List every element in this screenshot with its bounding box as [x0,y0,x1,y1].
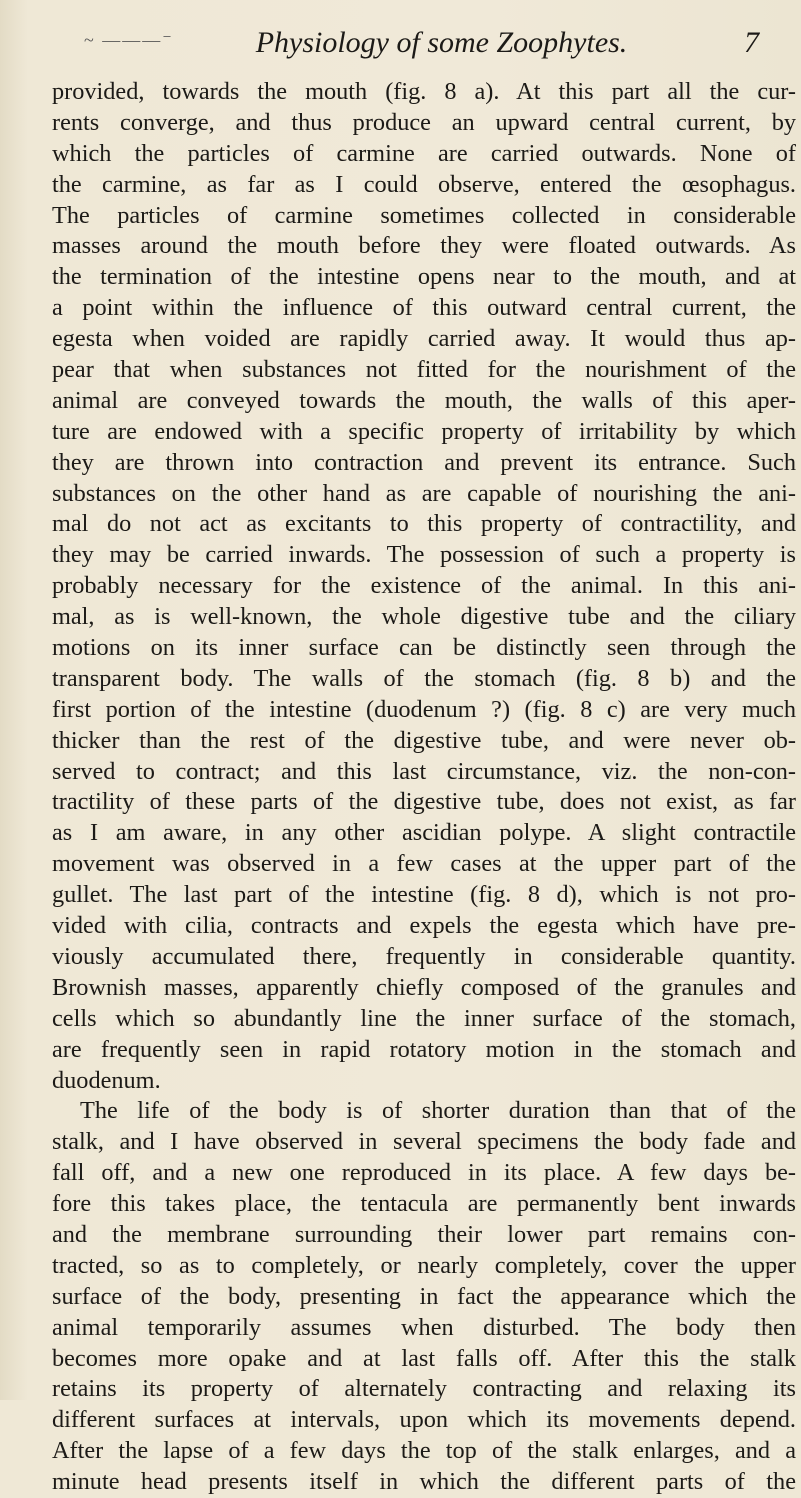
text-line: The life of the body is of shorter duration than that of the [80,1097,796,1125]
text-line: becomes more opake and at last falls off. After this the stalk [52,1344,796,1372]
text-line: animal temporarily assumes when disturbed. The body then [52,1313,796,1341]
text-line: motions on its inner surface can be distinctly seen through the [52,634,796,662]
text-line: fore this takes place, the tentacula are permanently bent inwards [52,1190,796,1218]
text-line: stalk, and I have observed in several specimens the body fade and [52,1128,796,1156]
text-line: different surfaces at intervals, upon which its movements depend. [52,1406,796,1434]
page-number: 7 [744,26,759,59]
text-line: they are thrown into contraction and prevent its entrance. Such [52,448,796,476]
text-line: Brownish masses, apparently chiefly composed of the granules and [52,973,796,1001]
text-line: they may be carried inwards. The possession of such a property is [52,541,796,569]
text-line: animal are conveyed towards the mouth, the walls of this aper- [52,386,796,414]
text-line: egesta when voided are rapidly carried away. It would thus ap- [52,325,796,353]
text-line: mal do not act as excitants to this property of contractility, and [52,510,796,538]
text-line: mal, as is well-known, the whole digestive tube and the ciliary [52,603,796,631]
text-line: After the lapse of a few days the top of the stalk enlarges, and a [52,1437,796,1465]
text-line: pear that when substances not fitted for the nourishment of the [52,356,796,384]
text-line: the termination of the intestine opens near to the mouth, and at [52,263,796,291]
text-line: minute head presents itself in which the different parts of the [52,1468,796,1496]
text-line: thicker than the rest of the digestive tube, and were never ob- [52,726,796,754]
text-line: vided with cilia, contracts and expels the egesta which have pre- [52,912,796,940]
text-line: tractility of these parts of the digestive tube, does not exist, as far [52,788,796,816]
text-line: retains its property of alternately contracting and relaxing its [52,1375,796,1403]
text-line: rents converge, and thus produce an upward central current, by [52,108,796,136]
text-line: The particles of carmine sometimes collected in considerable [52,201,796,229]
text-line: fall off, and a new one reproduced in its place. A few days be- [52,1159,796,1187]
text-line: which the particles of carmine are carried outwards. None of [52,139,796,167]
text-line: viously accumulated there, frequently in considerable quantity. [52,942,796,970]
text-line: provided, towards the mouth (fig. 8 a). At this part all the cur- [52,78,796,105]
text-line: a point within the influence of this outward central current, the [52,294,796,322]
page-header [84,26,759,66]
text-line: and the membrane surrounding their lower part remains con- [52,1220,796,1248]
text-line: probably necessary for the existence of the animal. In this ani- [52,572,796,600]
text-line: duodenum. [52,1066,161,1094]
text-line: are frequently seen in rapid rotatory motion in the stomach and [52,1035,796,1063]
text-line: the carmine, as far as I could observe, entered the œsophagus. [52,170,796,198]
header-ornament: ~ ———⁻ [84,30,174,50]
text-line: surface of the body, presenting in fact the appearance which the [52,1282,796,1310]
text-line: as I am aware, in any other ascidian polype. A slight contractile [52,819,796,847]
text-line: first portion of the intestine (duodenum ?) (fig. 8 c) are very much [52,695,796,723]
running-title: Physiology of some Zoophytes. [255,26,628,59]
text-line: gullet. The last part of the intestine (fig. 8 d), which is not pro- [52,881,796,909]
text-line: ture are endowed with a specific property of irritability by which [52,417,796,445]
text-line: movement was observed in a few cases at the upper part of the [52,850,796,878]
text-line: served to contract; and this last circumstance, viz. the non-con- [52,757,796,785]
body-text [52,77,796,1498]
text-line: tracted, so as to completely, or nearly completely, cover the upper [52,1251,796,1279]
text-line: cells which so abundantly line the inner surface of the stomach, [52,1004,796,1032]
text-line: transparent body. The walls of the stomach (fig. 8 b) and the [52,664,796,692]
text-line: substances on the other hand as are capable of nourishing the ani- [52,479,796,507]
text-line: masses around the mouth before they were floated outwards. As [52,232,796,260]
